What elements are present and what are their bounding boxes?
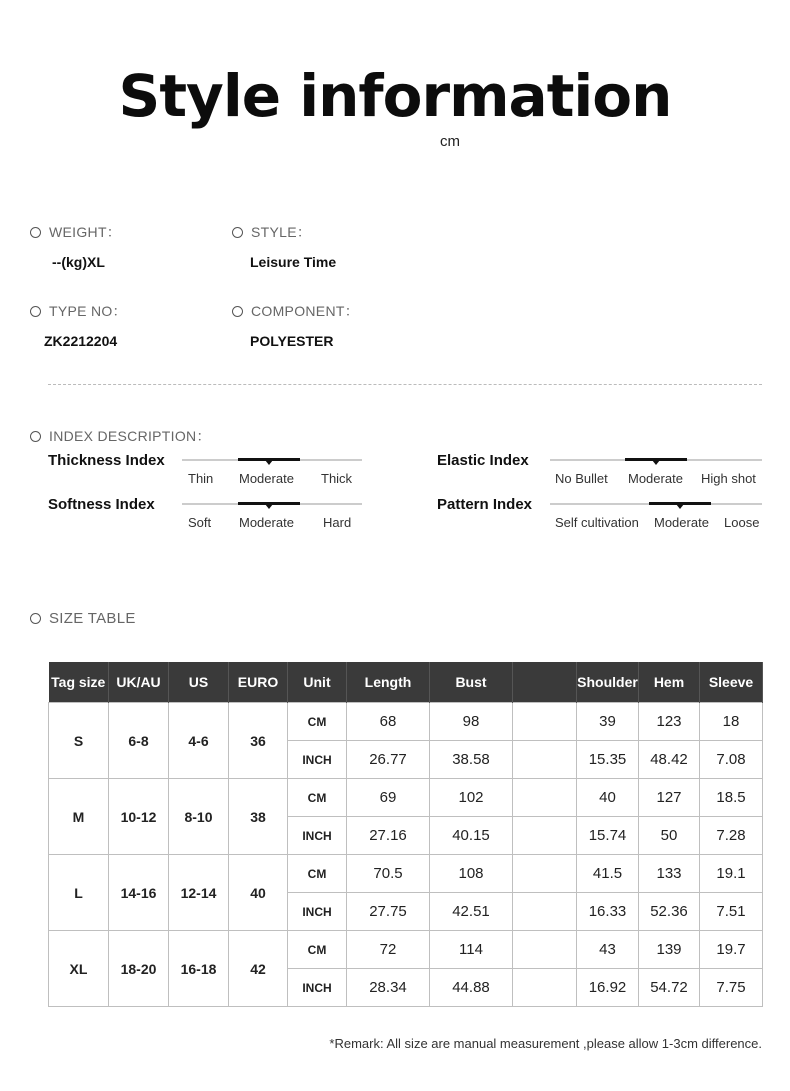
- column-header: EURO: [229, 662, 288, 703]
- measurement-cell: [513, 703, 577, 741]
- thickness-index-scale: [182, 459, 362, 485]
- measurement-cell: [513, 779, 577, 817]
- measurement-cell: 7.08: [700, 741, 763, 779]
- size-cell-tag: M: [49, 779, 109, 855]
- size-cell-euro: 42: [229, 931, 288, 1007]
- size-cell-ukau: 10-12: [109, 779, 169, 855]
- measurement-cell: 19.1: [700, 855, 763, 893]
- size-cell-tag: L: [49, 855, 109, 931]
- measurement-cell: 15.74: [577, 817, 639, 855]
- pattern-index-label: Pattern Index: [437, 496, 533, 513]
- column-header: Tag size: [49, 662, 109, 703]
- column-header: UK/AU: [109, 662, 169, 703]
- measurement-cell: 26.77: [347, 741, 430, 779]
- index-description-label: INDEX DESCRIPTION：: [49, 428, 211, 444]
- elastic-option-moderate: Moderate: [628, 471, 683, 486]
- measurement-cell: 7.75: [700, 969, 763, 1007]
- measurement-cell: 114: [430, 931, 513, 969]
- thickness-option-thick: Thick: [321, 471, 353, 486]
- measurement-cell: 7.51: [700, 893, 763, 931]
- measurement-cell: 50: [639, 817, 700, 855]
- size-cell-us: 16-18: [169, 931, 229, 1007]
- measurement-cell: [513, 893, 577, 931]
- measurement-cell: 39: [577, 703, 639, 741]
- softness-option-soft: Soft: [188, 515, 212, 530]
- size-cell-tag: XL: [49, 931, 109, 1007]
- measurement-cell: 41.5: [577, 855, 639, 893]
- elastic-option-no-bullet: No Bullet: [555, 471, 608, 486]
- measurement-cell: 27.16: [347, 817, 430, 855]
- elastic-option-high-shot: High shot: [701, 471, 756, 486]
- softness-index-scale: [182, 503, 362, 529]
- thickness-option-moderate: Moderate: [239, 471, 294, 486]
- weight-field: [30, 222, 121, 270]
- measurement-cell: 27.75: [347, 893, 430, 931]
- measurement-cell: 43: [577, 931, 639, 969]
- elastic-index-scale: [550, 459, 762, 485]
- column-header: Hem: [639, 662, 700, 703]
- size-table-label: SIZE TABLE: [49, 610, 136, 627]
- unit-cell-inch: INCH: [288, 969, 347, 1007]
- pattern-option-loose: Loose: [724, 515, 760, 530]
- measurement-cell: 40: [577, 779, 639, 817]
- weight-value: --(kg)XL: [52, 254, 105, 270]
- unit-cell-inch: INCH: [288, 817, 347, 855]
- measurement-cell: [513, 931, 577, 969]
- size-cell-us: 4-6: [169, 703, 229, 779]
- elastic-index-label: Elastic Index: [437, 452, 529, 469]
- style-field: [232, 222, 336, 270]
- circle-bullet-icon: [30, 613, 41, 624]
- component-value: POLYESTER: [250, 333, 334, 349]
- type-no-field: [30, 301, 127, 349]
- style-value: Leisure Time: [250, 254, 337, 270]
- size-cell-ukau: 18-20: [109, 931, 169, 1007]
- measurement-cell: 123: [639, 703, 700, 741]
- measurement-cell: 18: [700, 703, 763, 741]
- column-header: Shoulder: [577, 662, 639, 703]
- column-header: [513, 662, 577, 703]
- size-table-heading: [30, 610, 136, 627]
- measurement-cell: 16.92: [577, 969, 639, 1007]
- column-header: US: [169, 662, 229, 703]
- index-description-heading: [30, 426, 211, 446]
- measurement-cell: 72: [347, 931, 430, 969]
- pattern-option-moderate: Moderate: [654, 515, 709, 530]
- size-cell-ukau: 14-16: [109, 855, 169, 931]
- measurement-cell: 70.5: [347, 855, 430, 893]
- unit-cell-cm: CM: [288, 931, 347, 969]
- measurement-cell: 44.88: [430, 969, 513, 1007]
- column-header: Sleeve: [700, 662, 763, 703]
- page-title: Style information: [118, 62, 672, 130]
- weight-label: WEIGHT：: [49, 224, 122, 240]
- measurement-cell: 48.42: [639, 741, 700, 779]
- measurement-cell: 18.5: [700, 779, 763, 817]
- measurement-cell: 7.28: [700, 817, 763, 855]
- unit-cell-cm: CM: [288, 703, 347, 741]
- measurement-cell: 102: [430, 779, 513, 817]
- size-cell-euro: 36: [229, 703, 288, 779]
- measurement-cell: [513, 741, 577, 779]
- pattern-index-scale: [550, 503, 762, 529]
- softness-option-moderate: Moderate: [239, 515, 294, 530]
- circle-bullet-icon: [30, 431, 41, 442]
- type-no-value: ZK2212204: [44, 333, 118, 349]
- measurement-cell: 133: [639, 855, 700, 893]
- measurement-cell: 69: [347, 779, 430, 817]
- measurement-cell: 68: [347, 703, 430, 741]
- measurement-cell: 54.72: [639, 969, 700, 1007]
- unit-cell-inch: INCH: [288, 893, 347, 931]
- size-table: [48, 662, 763, 1007]
- measurement-cell: [513, 855, 577, 893]
- circle-bullet-icon: [30, 227, 41, 238]
- measurement-cell: 98: [430, 703, 513, 741]
- circle-bullet-icon: [30, 306, 41, 317]
- measurement-cell: 16.33: [577, 893, 639, 931]
- table-row: [49, 931, 763, 969]
- size-cell-ukau: 6-8: [109, 703, 169, 779]
- table-row: [49, 855, 763, 893]
- thickness-index-label: Thickness Index: [48, 452, 165, 469]
- table-header-row: [49, 662, 763, 703]
- softness-index-label: Softness Index: [48, 496, 155, 513]
- softness-option-hard: Hard: [323, 515, 352, 530]
- component-label: COMPONENT：: [251, 303, 359, 319]
- measurement-cell: [513, 969, 577, 1007]
- table-row: [49, 779, 763, 817]
- measurement-cell: 127: [639, 779, 700, 817]
- measurement-cell: [513, 817, 577, 855]
- measurement-cell: 38.58: [430, 741, 513, 779]
- measurement-cell: 40.15: [430, 817, 513, 855]
- measurement-cell: 28.34: [347, 969, 430, 1007]
- unit-cell-cm: CM: [288, 855, 347, 893]
- style-label: STYLE：: [251, 224, 312, 240]
- unit-cell-inch: INCH: [288, 741, 347, 779]
- section-divider: [48, 384, 762, 385]
- size-cell-euro: 40: [229, 855, 288, 931]
- size-cell-euro: 38: [229, 779, 288, 855]
- table-row: [49, 703, 763, 741]
- circle-bullet-icon: [232, 227, 243, 238]
- column-header: Length: [347, 662, 430, 703]
- measurement-cell: 139: [639, 931, 700, 969]
- size-cell-tag: S: [49, 703, 109, 779]
- unit-cell-cm: CM: [288, 779, 347, 817]
- unit-label: cm: [440, 133, 460, 150]
- size-cell-us: 12-14: [169, 855, 229, 931]
- measurement-cell: 108: [430, 855, 513, 893]
- type-no-label: TYPE NO：: [49, 303, 127, 319]
- measurement-cell: 52.36: [639, 893, 700, 931]
- pattern-option-self-cultivation: Self cultivation: [555, 515, 639, 530]
- size-cell-us: 8-10: [169, 779, 229, 855]
- measurement-cell: 15.35: [577, 741, 639, 779]
- measurement-cell: 19.7: [700, 931, 763, 969]
- remark-note: *Remark: All size are manual measurement ,please allow 1-3cm difference.: [329, 1036, 762, 1051]
- thickness-option-thin: Thin: [188, 471, 214, 486]
- circle-bullet-icon: [232, 306, 243, 317]
- measurement-cell: 42.51: [430, 893, 513, 931]
- column-header: Bust: [430, 662, 513, 703]
- column-header: Unit: [288, 662, 347, 703]
- component-field: [232, 301, 359, 349]
